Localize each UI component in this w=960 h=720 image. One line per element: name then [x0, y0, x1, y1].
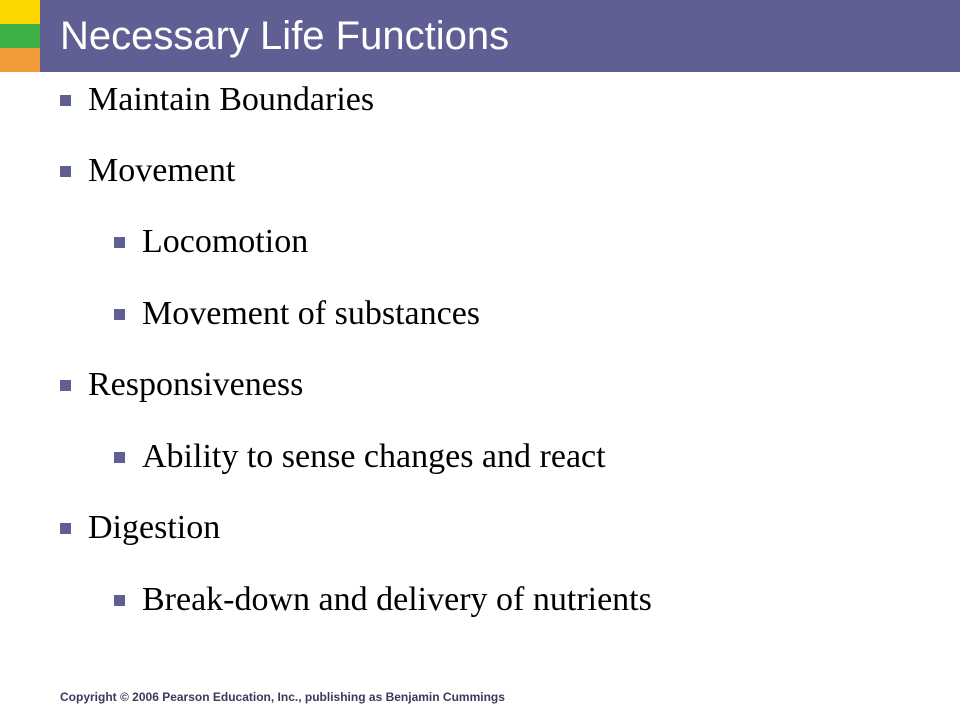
- bullet-text: Maintain Boundaries: [88, 81, 375, 118]
- square-bullet-icon: [60, 380, 71, 391]
- sub-bullet-item: [114, 435, 606, 479]
- bullet-item: [60, 78, 374, 122]
- square-bullet-icon: [60, 523, 71, 534]
- bullet-text: Break-down and delivery of nutrients: [142, 581, 652, 618]
- bullet-item: [60, 363, 303, 407]
- bullet-item: [60, 506, 220, 550]
- square-bullet-icon: [114, 309, 125, 320]
- sub-bullet-item: [114, 220, 308, 264]
- copyright-notice: Copyright © 2006 Pearson Education, Inc., publishing as Benjamin Cummings: [60, 690, 505, 704]
- sub-bullet-item: [114, 292, 480, 336]
- square-bullet-icon: [60, 166, 71, 177]
- sub-bullet-item: [114, 578, 652, 622]
- bullet-item: [60, 149, 235, 193]
- bullet-text: Digestion: [88, 509, 221, 546]
- bullet-text: Movement: [88, 152, 236, 189]
- bullet-text: Locomotion: [142, 223, 309, 260]
- bullet-text: Movement of substances: [142, 295, 481, 332]
- square-bullet-icon: [114, 237, 125, 248]
- square-bullet-icon: [60, 95, 71, 106]
- slide-title: Necessary Life Functions: [60, 14, 510, 58]
- square-bullet-icon: [114, 595, 125, 606]
- bullet-text: Ability to sense changes and react: [142, 438, 606, 475]
- square-bullet-icon: [114, 452, 125, 463]
- bullet-text: Responsiveness: [88, 366, 304, 403]
